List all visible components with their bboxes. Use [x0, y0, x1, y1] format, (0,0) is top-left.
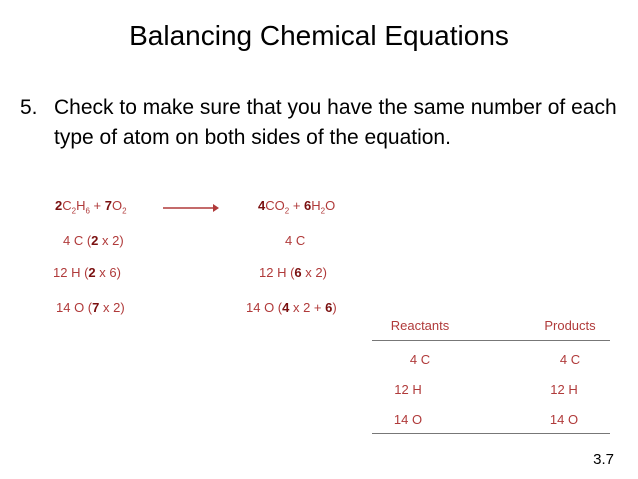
left-count-oxygen-post: x 2) [99, 300, 125, 315]
table-divider-bottom [372, 433, 610, 434]
left-count-hydrogen-coef: 2 [88, 265, 96, 280]
step-text: Check to make sure that you have the same number of each type of atom on both sides of the equation. [54, 96, 617, 149]
table-cell-reactants-hydrogen: 12 H [394, 382, 422, 397]
right-count-hydrogen-coef: 6 [294, 265, 302, 280]
h2o-oxygen: O [325, 198, 336, 213]
o2-oxygen: O [112, 198, 123, 213]
h2o-hydrogen: H [311, 198, 321, 213]
o2-subscript: 2 [122, 206, 127, 216]
table-cell-reactants-carbon: 4 C [409, 352, 431, 367]
right-count-carbon [285, 233, 305, 248]
h2o-subscript: 2 [320, 206, 326, 216]
table-header-products: Products [544, 318, 596, 333]
c2h6-coefficient: 2 [55, 198, 63, 213]
right-count-oxygen-pre: 14 O ( [246, 300, 283, 315]
left-count-carbon [63, 233, 124, 248]
left-count-carbon-post: x 2) [98, 233, 124, 248]
equation-products [258, 198, 335, 216]
products-plus: + [292, 198, 301, 213]
co2-formula: CO [265, 198, 285, 213]
right-count-carbon-pre: 4 C [285, 233, 306, 248]
left-count-oxygen-coef: 7 [92, 300, 100, 315]
co2-coefficient: 4 [258, 198, 266, 213]
right-count-hydrogen [259, 265, 327, 280]
slide-title: Balancing Chemical Equations [129, 20, 509, 51]
right-count-oxygen-coef2: 6 [325, 300, 333, 315]
left-count-carbon-pre: 4 C ( [63, 233, 92, 248]
page-number: 3.7 [593, 451, 614, 468]
table-header-reactants: Reactants [390, 318, 450, 333]
table-divider-top [372, 340, 610, 341]
left-count-carbon-coef: 2 [91, 233, 99, 248]
right-count-oxygen-post: ) [332, 300, 337, 315]
step-number: 5. [20, 96, 38, 119]
right-count-hydrogen-pre: 12 H ( [259, 265, 295, 280]
co2-subscript: 2 [284, 206, 290, 216]
left-count-hydrogen [53, 265, 121, 280]
right-count-oxygen-mid: x 2 + [289, 300, 326, 315]
right-count-oxygen [246, 300, 337, 315]
left-count-hydrogen-pre: 12 H ( [53, 265, 89, 280]
h2o-coefficient: 6 [304, 198, 312, 213]
o2-coefficient: 7 [104, 198, 112, 213]
c2h6-carbon-subscript: 2 [71, 206, 77, 216]
left-count-hydrogen-post: x 6) [95, 265, 121, 280]
table-cell-products-oxygen: 14 O [549, 412, 579, 427]
table-cell-products-carbon: 4 C [559, 352, 581, 367]
equation-reactants [55, 198, 127, 216]
right-count-oxygen-coef: 4 [282, 300, 290, 315]
table-cell-reactants-oxygen: 14 O [393, 412, 423, 427]
c2h6-hydrogen: H [76, 198, 86, 213]
table-cell-products-hydrogen: 12 H [550, 382, 578, 397]
c2h6-carbon: C [62, 198, 72, 213]
reactants-plus: + [93, 198, 102, 213]
right-count-hydrogen-mid: x 2) [301, 265, 327, 280]
left-count-oxygen-pre: 14 O ( [56, 300, 93, 315]
left-count-oxygen [56, 300, 125, 315]
c2h6-hydrogen-subscript: 6 [85, 206, 90, 216]
reaction-arrow-icon [163, 203, 219, 213]
